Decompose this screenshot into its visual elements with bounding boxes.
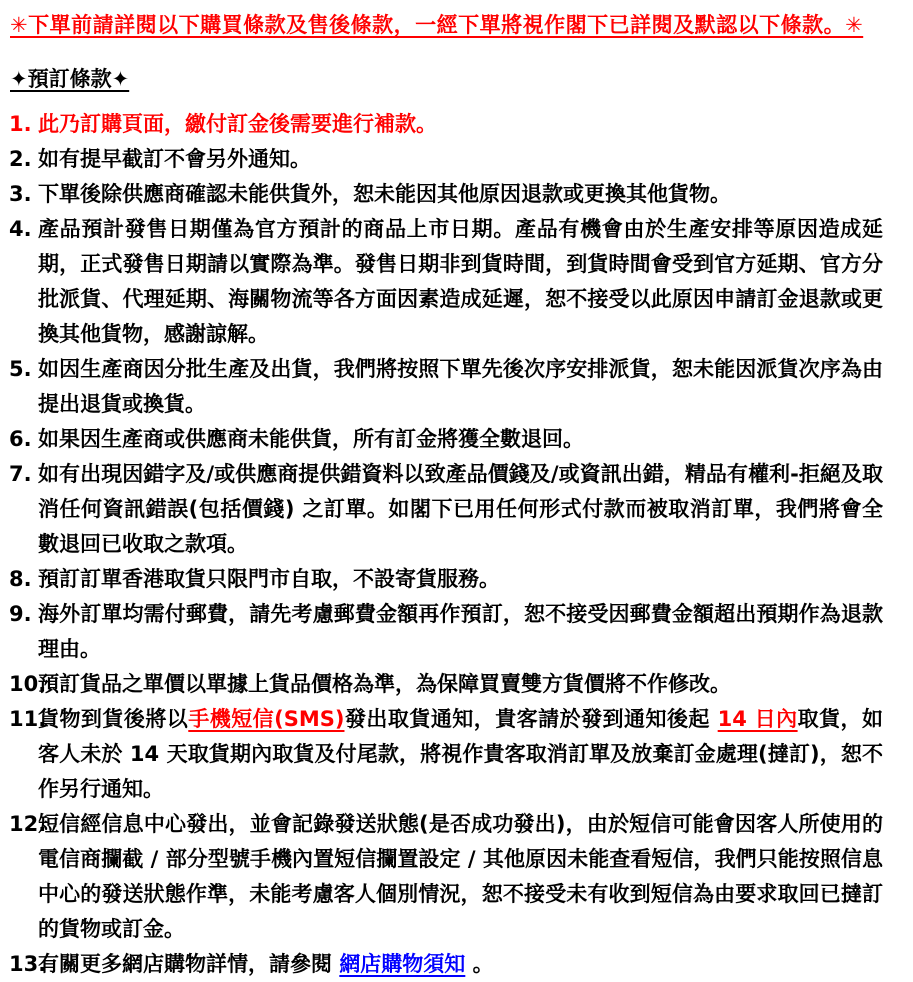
term-item [0, 107, 913, 142]
term-text [38, 812, 883, 941]
term-item [0, 212, 913, 352]
term-number: 7. [9, 462, 32, 486]
term-text [38, 182, 731, 206]
shop-notice-link[interactable]: 網店購物須知 [339, 952, 466, 976]
term-segment: 。 [465, 952, 494, 976]
term-segment: 海外訂單均需付郵費，請先考慮郵費金額再作預訂，恕不接受因郵費金額超出預期作為退款理由。 [38, 602, 883, 661]
term-segment: 下單後除供應商確認未能供貨外，恕未能因其他原因退款或更換其他貨物。 [38, 182, 731, 206]
term-number: 12. [9, 812, 47, 836]
term-text [38, 672, 731, 696]
term-item [0, 457, 913, 562]
term-item [0, 947, 913, 982]
term-segment: 如因生產商因分批生產及出貨，我們將按照下單先後次序安排派貨，恕未能因派貨次序為由提出退貨或換貨。 [38, 357, 883, 416]
term-item [0, 562, 913, 597]
term-segment: 產品預計發售日期僅為官方預計的商品上市日期。產品有機會由於生產安排等原因造成延期，正式發售日期請以實際為準。發售日期非到貨時間，到貨時間會受到官方延期、官方分批派貨、代理延期、海關物流等各方面因素造成延遲，恕不接受以此原因申請訂金退款或更換其他貨物，感謝諒解。 [38, 217, 883, 346]
term-number: 3. [9, 182, 32, 206]
term-segment: 發出取貨通知，貴客請於發到通知後起 [344, 707, 718, 731]
term-item [0, 177, 913, 212]
term-text [38, 567, 500, 591]
terms-list [0, 107, 913, 982]
term-segment: 預訂貨品之單價以單據上貨品價格為準，為保障買賣雙方貨價將不作修改。 [38, 672, 731, 696]
term-text [38, 427, 584, 451]
term-text [38, 112, 437, 136]
term-item [0, 807, 913, 947]
term-segment: 取貨，如客人未於 14 天取貨期內取貨及付尾款，將視作貴客取消訂單及放棄訂金處理(撻訂)，恕不作另行通知。 [38, 707, 884, 801]
term-number: 9. [9, 602, 32, 626]
term-number: 10. [9, 672, 47, 696]
pickup-deadline-highlight: 14 日內 [717, 707, 798, 731]
term-number: 1. [9, 112, 32, 136]
term-item [0, 142, 913, 177]
sms-highlight: 手機短信(SMS) [188, 707, 345, 731]
term-number: 11. [9, 707, 47, 731]
term-item [0, 422, 913, 457]
term-item [0, 702, 913, 807]
notice-banner: ✳下單前請詳閱以下購買條款及售後條款，一經下單將視作閣下已詳閱及默認以下條款。✳ [10, 13, 864, 37]
term-item [0, 352, 913, 422]
term-text [38, 602, 883, 661]
term-segment: 如果因生產商或供應商未能供貨，所有訂金將獲全數退回。 [38, 427, 584, 451]
term-segment: 此乃訂購頁面，繳付訂金後需要進行補款。 [38, 112, 437, 136]
section-title: ✦預訂條款✦ [10, 67, 130, 91]
term-text [38, 147, 311, 171]
term-number: 8. [9, 567, 32, 591]
term-number: 2. [9, 147, 32, 171]
term-segment: 預訂訂單香港取貨只限門市自取，不設寄貨服務。 [38, 567, 500, 591]
term-text [38, 707, 883, 801]
term-segment: 有關更多網店購物詳情，請參閱 [38, 952, 340, 976]
term-text [38, 217, 883, 346]
term-segment: 短信經信息中心發出，並會記錄發送狀態(是否成功發出)，由於短信可能會因客人所使用的電信商攔截 / 部分型號手機內置短信攔置設定 / 其他原因未能查看短信，我們只能按照信息中心的發送狀態作準，未能考慮客人個別情況，恕不接受未有收到短信為由要求取回已撻訂的貨物或訂金。 [38, 812, 883, 941]
term-item [0, 667, 913, 702]
term-segment: 如有提早截訂不會另外通知。 [38, 147, 311, 171]
term-text [38, 462, 883, 556]
term-text [38, 952, 494, 976]
term-item [0, 597, 913, 667]
term-segment: 貨物到貨後將以 [38, 707, 189, 731]
term-number: 4. [9, 217, 32, 241]
term-segment: 如有出現因錯字及/或供應商提供錯資料以致產品價錢及/或資訊出錯，精品有權利-拒絕及取消任何資訊錯誤(包括價錢) 之訂單。如閣下已用任何形式付款而被取消訂單，我們將會全數退回已收取之款項。 [38, 462, 883, 556]
term-text [38, 357, 883, 416]
term-number: 5. [9, 357, 32, 381]
term-number: 6. [9, 427, 32, 451]
term-number: 13. [9, 952, 47, 976]
